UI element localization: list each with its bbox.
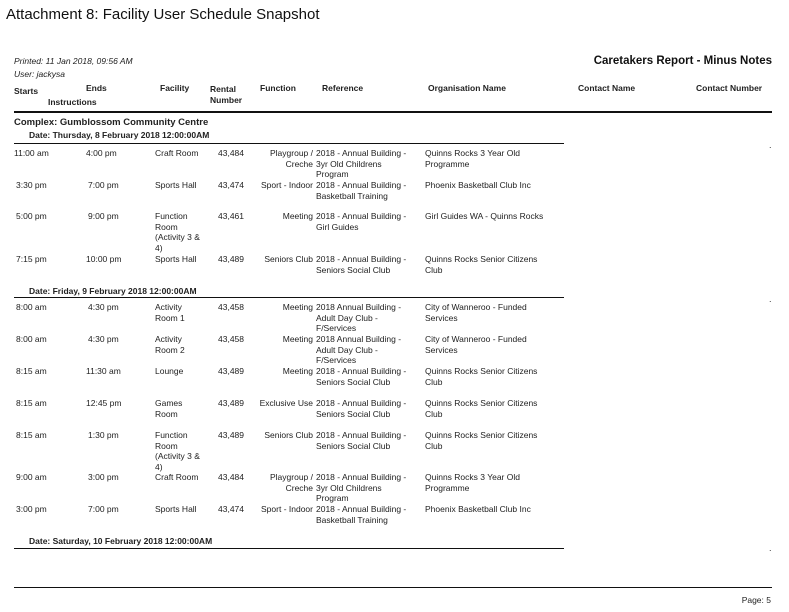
end-time: 4:30 pm	[88, 334, 119, 344]
start-time: 8:00 am	[16, 334, 47, 344]
rental-number: 43,489	[218, 254, 244, 264]
col-header-contact-number: Contact Number	[696, 83, 763, 93]
end-time: 11:30 am	[86, 366, 121, 376]
end-time: 4:30 pm	[88, 302, 119, 312]
organisation: Quinns Rocks 3 Year Old Programme	[425, 148, 520, 169]
rental-number: 43,489	[218, 430, 244, 440]
footer-rule	[14, 587, 772, 588]
facility: Activity Room 1	[155, 302, 185, 323]
end-time: 4:00 pm	[86, 148, 117, 158]
function: Sport - Indoor	[261, 180, 313, 190]
col-header-organisation: Organisation Name	[428, 83, 506, 93]
col-header-instructions: Instructions	[48, 97, 97, 107]
start-time: 5:00 pm	[16, 211, 47, 221]
reference: 2018 Annual Building - Adult Day Club - F/Services	[316, 302, 402, 334]
function: Seniors Club	[264, 254, 313, 264]
organisation: Quinns Rocks Senior Citizens Club	[425, 366, 538, 387]
start-time: 11:00 am	[14, 148, 49, 158]
facility: Activity Room 2	[155, 334, 185, 355]
facility: Sports Hall	[155, 180, 197, 190]
complex-title: Complex: Gumblossom Community Centre	[14, 117, 209, 128]
rental-number: 43,489	[218, 398, 244, 408]
organisation: Quinns Rocks 3 Year Old Programme	[425, 472, 520, 493]
start-time: 8:15 am	[16, 430, 47, 440]
reference: 2018 - Annual Building - Girl Guides	[316, 211, 407, 232]
facility: Lounge	[155, 366, 184, 376]
organisation: Quinns Rocks Senior Citizens Club	[425, 430, 538, 451]
col-header-number: Number	[210, 95, 243, 105]
reference: 2018 - Annual Building - Seniors Social Club	[316, 430, 407, 451]
start-time: 9:00 am	[16, 472, 47, 482]
col-header-rental: Rental	[210, 84, 236, 94]
reference: 2018 - Annual Building - Basketball Training	[316, 504, 407, 525]
date-header: Date: Saturday, 10 February 2018 12:00:00AM	[29, 536, 213, 546]
end-time: 10:00 pm	[86, 254, 122, 264]
date-rule	[14, 143, 564, 144]
report-title: Caretakers Report - Minus Notes	[593, 55, 772, 67]
col-header-ends: Ends	[86, 83, 107, 93]
attachment-title: Attachment 8: Facility User Schedule Snapshot	[6, 6, 320, 23]
organisation: City of Wanneroo - Funded Services	[425, 334, 527, 355]
facility: Craft Room	[155, 472, 199, 482]
start-time: 3:30 pm	[16, 180, 47, 190]
user-label: User: jackysa	[14, 69, 66, 79]
function: Sport - Indoor	[261, 504, 313, 514]
facility: Sports Hall	[155, 504, 197, 514]
organisation: Quinns Rocks Senior Citizens Club	[425, 254, 538, 275]
rental-number: 43,484	[218, 472, 244, 482]
function: Playgroup / Creche	[270, 148, 313, 169]
facility: Games Room	[155, 398, 183, 419]
facility: Function Room (Activity 3 & 4)	[155, 211, 200, 253]
rental-number: 43,484	[218, 148, 244, 158]
function: Exclusive Use	[259, 398, 313, 408]
function: Playgroup / Creche	[270, 472, 313, 493]
reference: 2018 - Annual Building - 3yr Old Childrens Program	[316, 472, 407, 504]
facility: Sports Hall	[155, 254, 197, 264]
col-header-starts: Starts	[14, 86, 39, 96]
start-time: 8:15 am	[16, 366, 47, 376]
date-rule	[14, 548, 564, 549]
function: Meeting	[282, 211, 313, 221]
margin-tick: .	[769, 294, 772, 304]
col-header-contact-name: Contact Name	[578, 83, 636, 93]
margin-tick: .	[769, 543, 772, 553]
organisation: Phoenix Basketball Club Inc	[425, 180, 531, 190]
reference: 2018 - Annual Building - 3yr Old Childrens Program	[316, 148, 407, 180]
col-header-reference: Reference	[322, 83, 364, 93]
rental-number: 43,458	[218, 302, 244, 312]
rental-number: 43,458	[218, 334, 244, 344]
reference: 2018 Annual Building - Adult Day Club - F/Services	[316, 334, 402, 366]
organisation: City of Wanneroo - Funded Services	[425, 302, 527, 323]
end-time: 3:00 pm	[88, 472, 119, 482]
start-time: 7:15 pm	[16, 254, 47, 264]
rental-number: 43,489	[218, 366, 244, 376]
rental-number: 43,474	[218, 180, 244, 190]
date-header: Date: Thursday, 8 February 2018 12:00:00AM	[29, 130, 210, 140]
end-time: 1:30 pm	[88, 430, 119, 440]
end-time: 12:45 pm	[86, 398, 122, 408]
function: Seniors Club	[264, 430, 313, 440]
col-header-facility: Facility	[160, 83, 190, 93]
date-rule	[14, 297, 564, 298]
page-number: Page: 5	[741, 595, 771, 605]
organisation: Girl Guides WA - Quinns Rocks	[425, 211, 544, 221]
organisation: Phoenix Basketball Club Inc	[425, 504, 531, 514]
reference: 2018 - Annual Building - Seniors Social Club	[316, 254, 407, 275]
date-header: Date: Friday, 9 February 2018 12:00:00AM	[29, 286, 197, 296]
rental-number: 43,461	[218, 211, 244, 221]
reference: 2018 - Annual Building - Basketball Training	[316, 180, 407, 201]
facility: Function Room (Activity 3 & 4)	[155, 430, 200, 472]
end-time: 7:00 pm	[88, 180, 119, 190]
end-time: 9:00 pm	[88, 211, 119, 221]
rental-number: 43,474	[218, 504, 244, 514]
facility: Craft Room	[155, 148, 199, 158]
start-time: 3:00 pm	[16, 504, 47, 514]
reference: 2018 - Annual Building - Seniors Social Club	[316, 398, 407, 419]
col-header-function: Function	[260, 83, 296, 93]
function: Meeting	[282, 302, 313, 312]
function: Meeting	[282, 366, 313, 376]
start-time: 8:15 am	[16, 398, 47, 408]
reference: 2018 - Annual Building - Seniors Social Club	[316, 366, 407, 387]
printed-timestamp: Printed: 11 Jan 2018, 09:56 AM	[14, 56, 133, 66]
header-rule	[14, 111, 772, 113]
organisation: Quinns Rocks Senior Citizens Club	[425, 398, 538, 419]
end-time: 7:00 pm	[88, 504, 119, 514]
start-time: 8:00 am	[16, 302, 47, 312]
function: Meeting	[282, 334, 313, 344]
margin-tick: .	[769, 140, 772, 150]
